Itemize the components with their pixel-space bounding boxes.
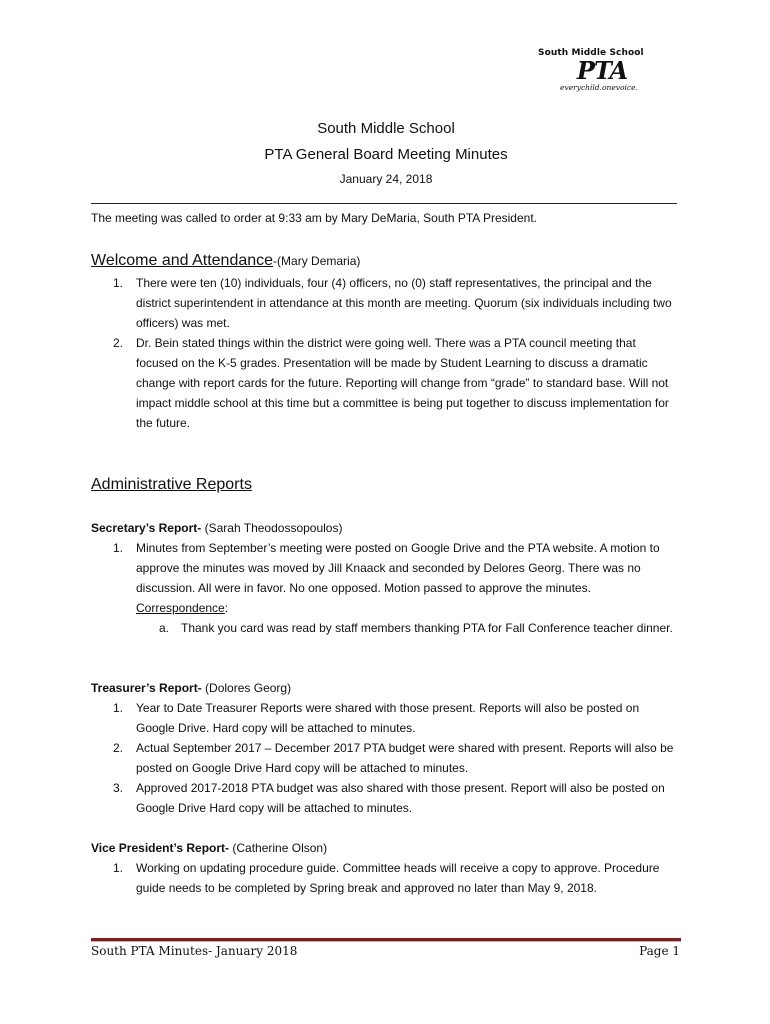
vp-label: Vice President’s Report- bbox=[91, 841, 230, 855]
correspondence-colon: : bbox=[224, 601, 229, 615]
sub-list-item-text: Thank you card was read by staff members thanking PTA for Fall Conference teacher dinner. bbox=[181, 621, 673, 635]
header-divider bbox=[91, 203, 677, 204]
list-item bbox=[91, 858, 681, 898]
correspondence-label: Correspondence bbox=[136, 601, 225, 615]
secretary-list bbox=[91, 538, 681, 638]
list-item bbox=[91, 333, 681, 433]
list-item-text: Working on updating procedure guide. Committee heads will receive a copy to approve. Procedure guide needs to be completed by Spring break and approved no later than May 9, 2018. bbox=[136, 861, 660, 895]
list-item-text: Actual September 2017 – December 2017 PTA budget were shared with present. Reports will also be posted on Google Drive Hard copy will be attached to minutes. bbox=[136, 741, 674, 775]
vp-list bbox=[91, 858, 681, 898]
treasurer-person: (Dolores Georg) bbox=[201, 681, 292, 695]
list-item bbox=[91, 738, 681, 778]
treasurer-label: Treasurer’s Report- bbox=[91, 681, 202, 695]
treasurer-heading bbox=[91, 678, 291, 698]
list-item bbox=[91, 698, 681, 738]
list-item-text: There were ten (10) individuals, four (4) officers, no (0) staff representatives, the principal and the district superintendent in attendance at this month are meeting. Quorum (six individuals including two officers) was met. bbox=[136, 276, 672, 330]
treasurer-list bbox=[91, 698, 681, 818]
list-item-text: Dr. Bein stated things within the district were going well. There was a PTA council meeting that focused on the K-5 grades. Presentation will be made by Student Learning to discuss a dramatic change with report cards for the future. Reporting will change from “grade” to standard base. Will not impact middle school at this time but a committee is being put together to discuss implementation for the future. bbox=[136, 336, 669, 430]
welcome-heading-text: Welcome and Attendance bbox=[91, 252, 274, 269]
list-item-text: Minutes from September’s meeting were posted on Google Drive and the PTA website. A motion to approve the minutes was moved by Jill Knaack and seconded by Delores Georg. There was no discussion. All were in favor. No one opposed. Motion passed to approve the minutes. bbox=[136, 541, 660, 595]
meeting-date: January 24, 2018 bbox=[339, 172, 433, 186]
list-item-number: 2. bbox=[113, 741, 124, 755]
list-item-number: 1. bbox=[113, 861, 124, 875]
welcome-list bbox=[91, 273, 681, 433]
vp-heading bbox=[91, 838, 327, 858]
logo-tagline: everychild.onevoice. bbox=[560, 83, 638, 92]
admin-heading-text: Administrative Reports bbox=[91, 476, 252, 493]
footer-divider bbox=[91, 938, 681, 942]
list-item-text: Year to Date Treasurer Reports were shared with those present. Reports will also be posted on Google Drive. Hard copy will be attached to minutes. bbox=[136, 701, 640, 735]
secretary-label: Secretary’s Report- bbox=[91, 521, 202, 535]
secretary-person: (Sarah Theodossopoulos) bbox=[201, 521, 343, 535]
list-item-number: 2. bbox=[113, 336, 124, 350]
sub-list-item bbox=[91, 618, 681, 638]
list-item-text: Approved 2017-2018 PTA budget was also shared with those present. Report will also be posted on Google Drive Hard copy will be attached to minutes. bbox=[136, 781, 665, 815]
list-item bbox=[91, 273, 681, 333]
welcome-heading-person: -(Mary Demaria) bbox=[273, 254, 361, 268]
footer-title: South PTA Minutes- January 2018 bbox=[91, 944, 298, 958]
page-number: Page 1 bbox=[639, 944, 680, 958]
intro-paragraph: The meeting was called to order at 9:33 am by Mary DeMaria, South PTA President. bbox=[91, 211, 537, 225]
pta-logo bbox=[534, 48, 664, 92]
list-item bbox=[91, 778, 681, 818]
logo-pta-wordmark: PTA bbox=[576, 56, 628, 85]
secretary-heading bbox=[91, 518, 342, 538]
logo-school-name: South Middle School bbox=[538, 48, 644, 58]
vp-person: (Catherine Olson) bbox=[229, 841, 328, 855]
sub-list-item-letter: a. bbox=[159, 621, 170, 635]
welcome-heading bbox=[91, 251, 360, 271]
document-school-title: South Middle School bbox=[317, 120, 455, 137]
list-item-number: 1. bbox=[113, 276, 124, 290]
list-item-number: 1. bbox=[113, 701, 124, 715]
list-item-number: 3. bbox=[113, 781, 124, 795]
list-item bbox=[91, 538, 681, 618]
list-item-number: 1. bbox=[113, 541, 124, 555]
admin-heading bbox=[91, 475, 252, 495]
document-title: PTA General Board Meeting Minutes bbox=[264, 146, 508, 163]
